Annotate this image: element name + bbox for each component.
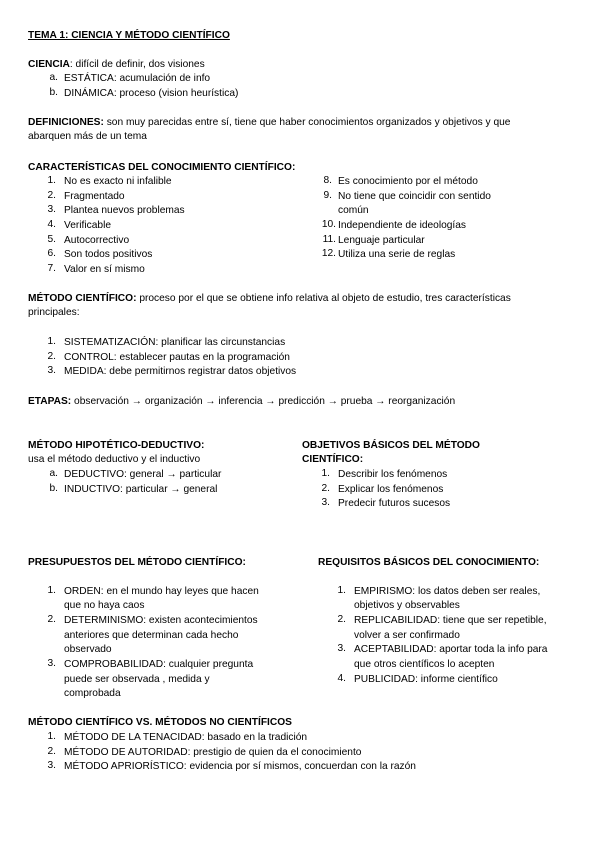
car-item-10: Independiente de ideologías (338, 220, 467, 231)
dinamica-label: DINÁMICA (64, 88, 114, 99)
metodo-item-2: CONTROL: establecer pautas en la programación (64, 352, 290, 363)
etapas-text: observación → organización → inferencia → predicción → prueba → reorganización (71, 396, 456, 407)
presupuestos-item-1-line2: que no haya caos (64, 600, 145, 611)
requisitos-heading: REQUISITOS BÁSICOS DEL CONOCIMIENTO: (318, 557, 540, 568)
vs-num-2: 2. (47, 746, 56, 757)
vs-item-3: MÉTODO APRIORÍSTICO: evidencia por sí mismos, concuerdan con la razón (64, 761, 416, 772)
definiciones-label: DEFINICIONES: (28, 117, 104, 128)
definiciones-line2: abarquen más de un tema (28, 131, 147, 142)
requisitos-item-2-line2: volver a ser confirmado (354, 630, 460, 641)
ciencia-line (28, 58, 205, 71)
presupuestos-num-2: 2. (47, 614, 56, 625)
presupuestos-item-3-line1: COMPROBABILIDAD: cualquier pregunta (64, 659, 254, 670)
requisitos-item-4-line1: PUBLICIDAD: informe científico (354, 674, 498, 685)
requisitos-item-1-line2: objetivos y observables (354, 600, 460, 611)
car-num-7: 7. (47, 263, 56, 274)
car-item-1: No es exacto ni infalible (64, 176, 172, 187)
presupuestos-item-2-line1: DETERMINISMO: existen acontecimientos (64, 615, 258, 626)
hipotetico-marker-a: a. (49, 468, 58, 479)
car-num-6: 6. (47, 248, 56, 259)
ciencia-label: CIENCIA (28, 59, 70, 70)
hipotetico-marker-b: b. (49, 483, 58, 494)
car-num-2: 2. (47, 190, 56, 201)
vs-item-1: MÉTODO DE LA TENACIDAD: basado en la tradición (64, 732, 308, 743)
objetivos-heading-2: CIENTÍFICO: (302, 454, 364, 465)
estatica-label: ESTÁTICA (64, 73, 114, 84)
car-item-2: Fragmentado (64, 191, 125, 202)
presupuestos-item-2-line3: observado (64, 644, 112, 655)
car-item-7: Valor en sí mismo (64, 264, 145, 275)
vs-heading: MÉTODO CIENTÍFICO VS. MÉTODOS NO CIENTÍFICOS (28, 717, 292, 728)
metodo-text: proceso por el que se obtiene info relativa al objeto de estudio, tres características (136, 293, 511, 304)
car-num-10: 10. (321, 219, 336, 230)
etapas-line (28, 395, 455, 408)
dinamica-text: : proceso (vision heurística) (113, 88, 239, 99)
objetivos-num-2: 2. (321, 483, 330, 494)
car-item-5: Autocorrectivo (64, 235, 130, 246)
hipotetico-heading: MÉTODO HIPOTÉTICO-DEDUCTIVO: (28, 440, 205, 451)
vs-item-2: MÉTODO DE AUTORIDAD: prestigio de quien da el conocimiento (64, 747, 362, 758)
metodo-label: MÉTODO CIENTÍFICO: (28, 293, 137, 304)
requisitos-item-3-line1: ACEPTABILIDAD: aportar toda la info para (354, 644, 548, 655)
presupuestos-item-3-line3: comprobada (64, 688, 121, 699)
objetivos-heading-1: OBJETIVOS BÁSICOS DEL MÉTODO (302, 440, 480, 451)
ciencia-item-dinamica (64, 87, 238, 100)
car-num-4: 4. (47, 219, 56, 230)
vs-num-1: 1. (47, 731, 56, 742)
car-item-8: Es conocimiento por el método (338, 176, 478, 187)
presupuestos-item-2-line2: anteriores que determinan cada hecho (64, 630, 239, 641)
car-num-8: 8. (323, 175, 332, 186)
metodo-num-2: 2. (47, 351, 56, 362)
metodo-line1 (28, 292, 511, 305)
definiciones-line1 (28, 116, 510, 129)
metodo-num-1: 1. (47, 336, 56, 347)
car-item-9: No tiene que coincidir con sentido (338, 191, 491, 202)
ciencia-marker-a: a. (49, 72, 58, 83)
objetivos-num-1: 1. (321, 468, 330, 479)
ciencia-marker-b: b. (49, 87, 58, 98)
presupuestos-item-1-line1: ORDEN: en el mundo hay leyes que hacen (64, 586, 259, 597)
hipotetico-intro: usa el método deductivo y el inductivo (28, 454, 201, 465)
car-num-12: 12. (321, 248, 336, 259)
car-item-3: Plantea nuevos problemas (64, 205, 185, 216)
caracteristicas-heading: CARACTERÍSTICAS DEL CONOCIMIENTO CIENTÍFICO: (28, 162, 296, 173)
requisitos-num-4: 4. (337, 673, 346, 684)
car-item-9-cont: común (338, 205, 369, 216)
presupuestos-num-1: 1. (47, 585, 56, 596)
presupuestos-num-3: 3. (47, 658, 56, 669)
car-item-11: Lenguaje particular (338, 235, 425, 246)
hipotetico-item-deductivo: DEDUCTIVO: general → particular (64, 469, 222, 480)
vs-num-3: 3. (47, 760, 56, 771)
car-item-12: Utiliza una serie de reglas (338, 249, 456, 260)
etapas-label: ETAPAS: (28, 396, 72, 407)
metodo-item-1: SISTEMATIZACIÓN: planificar las circunstancias (64, 337, 286, 348)
ciencia-item-estatica (64, 72, 210, 85)
car-num-9: 9. (323, 190, 332, 201)
requisitos-num-2: 2. (337, 614, 346, 625)
requisitos-item-1-line1: EMPIRISMO: los datos deben ser reales, (354, 586, 541, 597)
car-item-6: Son todos positivos (64, 249, 153, 260)
car-num-3: 3. (47, 204, 56, 215)
ciencia-text: : difícil de definir, dos visiones (69, 59, 205, 70)
metodo-item-3: MEDIDA: debe permitirnos registrar datos objetivos (64, 366, 297, 377)
car-num-5: 5. (47, 234, 56, 245)
metodo-line2: principales: (28, 307, 80, 318)
metodo-num-3: 3. (47, 365, 56, 376)
objetivos-item-1: Describir los fenómenos (338, 469, 448, 480)
presupuestos-item-3-line2: puede ser observada , medida y (64, 674, 210, 685)
estatica-text: : acumulación de info (113, 73, 211, 84)
car-num-1: 1. (47, 175, 56, 186)
objetivos-item-2: Explicar los fenómenos (338, 484, 444, 495)
requisitos-num-3: 3. (337, 643, 346, 654)
objetivos-item-3: Predecir futuros sucesos (338, 498, 451, 509)
presupuestos-heading: PRESUPUESTOS DEL MÉTODO CIENTÍFICO: (28, 557, 246, 568)
objetivos-num-3: 3. (321, 497, 330, 508)
car-num-11: 11. (322, 234, 336, 245)
definiciones-text: son muy parecidas entre sí, tiene que haber conocimientos organizados y objetivos y que (103, 117, 511, 128)
requisitos-item-2-line1: REPLICABILIDAD: tiene que ser repetible, (354, 615, 547, 626)
requisitos-item-3-line2: que otros científicos lo acepten (354, 659, 495, 670)
page-title: TEMA 1: CIENCIA Y MÉTODO CIENTÍFICO (28, 30, 230, 41)
hipotetico-item-inductivo: INDUCTIVO: particular → general (64, 484, 218, 495)
requisitos-num-1: 1. (337, 585, 346, 596)
car-item-4: Verificable (64, 220, 112, 231)
